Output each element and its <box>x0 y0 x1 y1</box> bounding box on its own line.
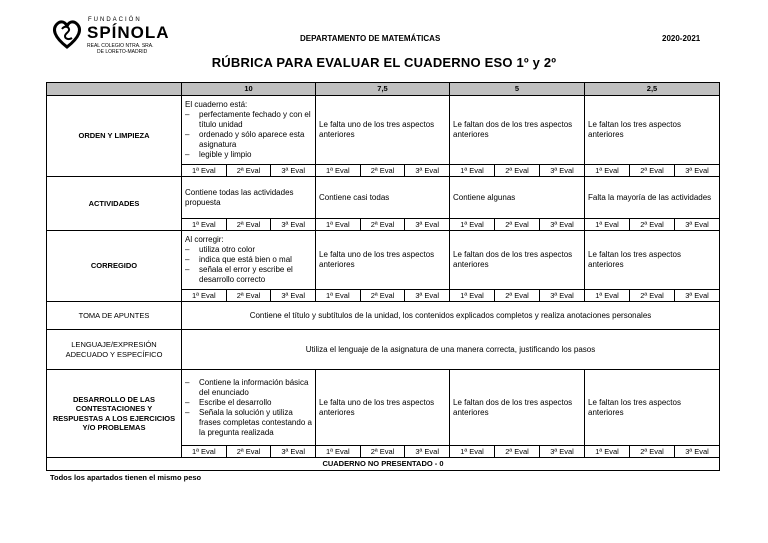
eval-label: 3ª Eval <box>550 291 574 300</box>
criterion-list-item: – legible y limpio <box>185 150 312 160</box>
eval-label: 3ª Eval <box>281 447 305 456</box>
criterion-cell-c10 <box>182 177 316 231</box>
eval-label: 2ª Eval <box>495 290 540 301</box>
row-category: ACTIVIDADES <box>47 177 182 231</box>
col-header-5: 5 <box>450 83 585 96</box>
col-header-7-5: 7,5 <box>316 83 450 96</box>
eval-label: 2ª Eval <box>361 446 406 457</box>
criterion-text: Le faltan dos de los tres aspectos anteriores <box>453 397 573 417</box>
criterion-text: Le falta uno de los tres aspectos anteriores <box>319 397 435 417</box>
eval-label: 3ª Eval <box>685 166 709 175</box>
criterion-text <box>182 177 315 218</box>
logo-subtitle-1: REAL COLEGIO NTRA. SRA. <box>87 43 154 49</box>
eval-label: 2ª Eval <box>630 165 675 176</box>
eval-periods <box>316 289 449 301</box>
criterion-list-item: – perfectamente fechado y con el título unidad <box>185 110 312 130</box>
eval-periods <box>585 164 719 176</box>
eval-label: 3ª Eval <box>415 447 439 456</box>
department-label: DEPARTAMENTO DE MATEMÁTICAS <box>300 34 441 43</box>
eval-label: 3ª Eval <box>685 447 709 456</box>
spinola-logo <box>50 17 190 57</box>
eval-label: 3ª Eval <box>550 166 574 175</box>
row-category: LENGUAJE/EXPRESIÓN ADECUADO Y ESPECÍFICO <box>47 330 182 370</box>
eval-periods <box>585 445 719 457</box>
logo-subtitle-2: DE LORETO-MADRID <box>97 49 148 55</box>
criterion-list-item: – indica que está bien o mal <box>185 255 312 265</box>
criterion-cell-c25 <box>585 370 720 458</box>
criterion-cell-c75 <box>316 231 450 302</box>
criterion-cell-c5 <box>450 370 585 458</box>
rubric-row <box>47 231 720 302</box>
eval-label: 1ª Eval <box>450 290 495 301</box>
eval-periods <box>182 445 315 457</box>
criterion-cell-c75 <box>316 370 450 458</box>
eval-label: 1ª Eval <box>316 290 361 301</box>
eval-label: 1ª Eval <box>585 165 630 176</box>
eval-label: 2ª Eval <box>361 290 406 301</box>
eval-label: 2ª Eval <box>630 446 675 457</box>
page-title: RÚBRICA PARA EVALUAR EL CUADERNO ESO 1º y 2º <box>211 55 557 70</box>
eval-periods <box>182 164 315 176</box>
eval-label: 1ª Eval <box>585 219 630 230</box>
eval-label: 2ª Eval <box>630 290 675 301</box>
logo-fundacion: FUNDACIÓN <box>88 17 142 23</box>
eval-label: 2ª Eval <box>495 446 540 457</box>
eval-label: 2ª Eval <box>495 165 540 176</box>
criterion-intro: Al corregir: <box>185 235 224 244</box>
eval-periods <box>585 289 719 301</box>
criterion-list-item: – Contiene la información básica del enunciado <box>185 378 312 398</box>
eval-label: 2ª Eval <box>361 219 406 230</box>
eval-label: 1ª Eval <box>450 446 495 457</box>
criterion-text: Le faltan los tres aspectos anteriores <box>588 250 681 269</box>
eval-periods <box>316 164 449 176</box>
eval-label: 3ª Eval <box>281 220 305 229</box>
criterion-cell-c25 <box>585 231 720 302</box>
eval-label: 2ª Eval <box>495 219 540 230</box>
eval-periods <box>450 445 584 457</box>
eval-periods <box>450 289 584 301</box>
criterion-text: Le falta uno de los tres aspectos anteriores <box>319 250 435 269</box>
criterion-cell-c5 <box>450 231 585 302</box>
rubric-row-lenguaje <box>47 330 720 370</box>
eval-label: 3ª Eval <box>550 220 574 229</box>
criterion-text: Contiene el título y subtítulos de la unidad, los contenidos explicados completos y realiza anotaciones personales <box>182 302 720 330</box>
criterion-text: Falta la mayoría de las actividades <box>588 192 712 202</box>
eval-periods <box>316 218 449 230</box>
criterion-text <box>182 370 315 445</box>
criterion-list-item: – Señala la solución y utiliza frases completas contestando a la pregunta realizada <box>185 408 312 438</box>
rubric-table <box>46 82 720 471</box>
rubric-row <box>47 177 720 231</box>
eval-label: 1ª Eval <box>450 219 495 230</box>
not-presented-row <box>47 458 720 471</box>
criterion-cell-c75 <box>316 96 450 177</box>
criterion-list-item: – Escribe el desarrollo <box>185 398 312 408</box>
criterion-cell-c25 <box>585 177 720 231</box>
eval-label: 1ª Eval <box>585 446 630 457</box>
criterion-list <box>185 378 312 438</box>
col-header-10: 10 <box>182 83 316 96</box>
criterion-text <box>182 231 315 289</box>
logo-name: SPÍNOLA <box>87 23 170 42</box>
eval-label: 1ª Eval <box>182 290 227 301</box>
criterion-intro: Contiene todas las actividades propuesta <box>185 187 294 207</box>
eval-label: 2ª Eval <box>227 290 272 301</box>
eval-periods <box>585 218 719 230</box>
header-row <box>47 83 720 96</box>
eval-label: 1ª Eval <box>316 165 361 176</box>
eval-label: 3ª Eval <box>281 291 305 300</box>
criterion-text: Le faltan los tres aspectos anteriores <box>588 120 681 139</box>
eval-label: 1ª Eval <box>585 290 630 301</box>
eval-periods <box>316 445 449 457</box>
col-header-2-5: 2,5 <box>585 83 720 96</box>
school-year: 2020-2021 <box>662 34 701 43</box>
eval-label: 2ª Eval <box>227 219 272 230</box>
header-blank-cell <box>47 83 182 96</box>
eval-label: 1ª Eval <box>450 165 495 176</box>
criterion-cell-c10 <box>182 231 316 302</box>
eval-label: 3ª Eval <box>415 220 439 229</box>
row-category: TOMA DE APUNTES <box>47 302 182 330</box>
criterion-list <box>185 110 312 160</box>
criterion-cell-c25 <box>585 96 720 177</box>
criterion-text: Le faltan los tres aspectos anteriores <box>588 397 681 417</box>
rubric-row <box>47 370 720 458</box>
criterion-list-item: – utiliza otro color <box>185 245 312 255</box>
eval-periods <box>450 164 584 176</box>
criterion-cell-c75 <box>316 177 450 231</box>
eval-label: 3ª Eval <box>415 291 439 300</box>
eval-label: 2ª Eval <box>361 165 406 176</box>
not-presented-text: CUADERNO NO PRESENTADO - 0 <box>47 458 720 471</box>
eval-label: 2ª Eval <box>630 219 675 230</box>
eval-label: 1ª Eval <box>316 219 361 230</box>
eval-label: 3ª Eval <box>685 291 709 300</box>
criterion-list <box>185 245 312 285</box>
footnote: Todos los apartados tienen el mismo peso <box>50 473 202 482</box>
eval-label: 3ª Eval <box>685 220 709 229</box>
criterion-text: Le faltan dos de los tres aspectos anteriores <box>453 250 573 269</box>
criterion-text <box>182 96 315 164</box>
eval-label: 1ª Eval <box>182 165 227 176</box>
criterion-text: Contiene algunas <box>453 192 516 202</box>
eval-label: 2ª Eval <box>227 446 272 457</box>
eval-label: 3ª Eval <box>281 166 305 175</box>
criterion-intro: El cuaderno está: <box>185 100 248 109</box>
eval-periods <box>450 218 584 230</box>
eval-label: 1ª Eval <box>182 219 227 230</box>
criterion-text: Le falta uno de los tres aspectos anteriores <box>319 120 435 139</box>
eval-label: 1ª Eval <box>316 446 361 457</box>
criterion-text: Contiene casi todas <box>319 192 390 202</box>
eval-label: 2ª Eval <box>227 165 272 176</box>
criterion-cell-c5 <box>450 96 585 177</box>
row-category: ORDEN Y LIMPIEZA <box>47 96 182 177</box>
criterion-text: Utiliza el lenguaje de la asignatura de una manera correcta, justificando los pasos <box>182 330 720 370</box>
eval-label: 3ª Eval <box>415 166 439 175</box>
rubric-row <box>47 96 720 177</box>
eval-label: 3ª Eval <box>550 447 574 456</box>
criterion-cell-c5 <box>450 177 585 231</box>
row-category: DESARROLLO DE LAS CONTESTACIONES Y RESPUESTAS A LOS EJERCICIOS Y/O PROBLEMAS <box>47 370 182 458</box>
rubric-row-apuntes <box>47 302 720 330</box>
criterion-list-item: – señala el error y escribe el desarrollo correcto <box>185 265 312 285</box>
criterion-cell-c10 <box>182 96 316 177</box>
criterion-text: Le faltan dos de los tres aspectos anteriores <box>453 120 573 139</box>
eval-periods <box>182 289 315 301</box>
criterion-list-item: – ordenado y sólo aparece esta asignatura <box>185 130 312 150</box>
heart-logo-icon <box>50 17 84 51</box>
eval-periods <box>182 218 315 230</box>
eval-label: 1ª Eval <box>182 446 227 457</box>
criterion-cell-c10 <box>182 370 316 458</box>
row-category: CORREGIDO <box>47 231 182 302</box>
